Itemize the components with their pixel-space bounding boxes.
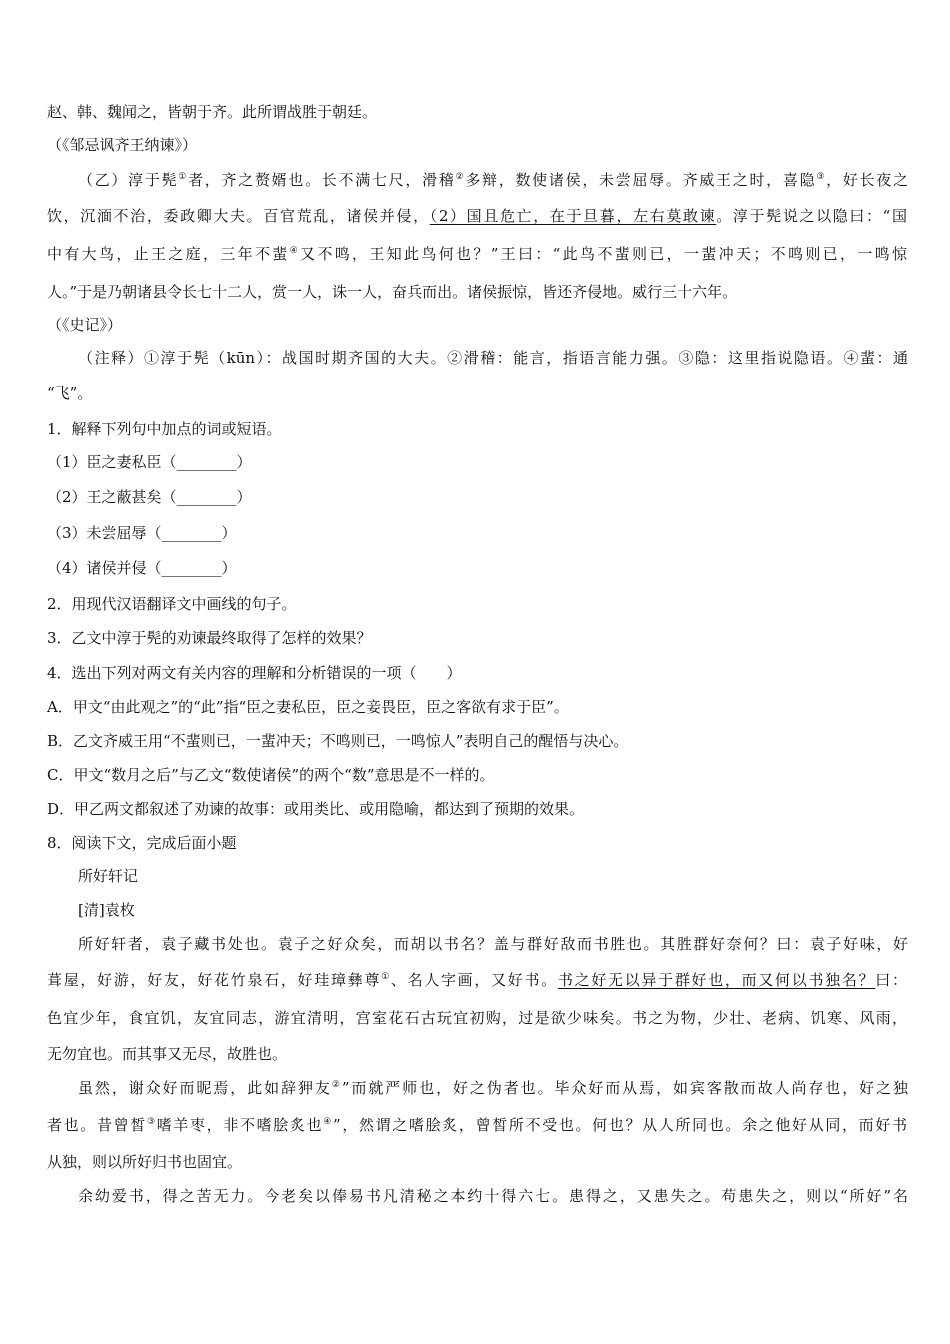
question-1-item: （3）未尝屈辱（________） (47, 524, 237, 542)
question-4-option-c: C．甲文“数月之后”与乙文“数使诸侯”的两个“数”意思是不一样的。 (47, 766, 495, 784)
passage-b-line-2: 饮，沉湎不治，委政卿大夫。百官荒乱，诸侯并侵，（2）国且危亡，在于旦暮，左右莫敢谏。淳于髡说之以隐曰：“国 (47, 207, 907, 225)
question-4-option-a: A．甲文“由此观之”的“此”指“臣之妻私臣，臣之妾畏臣，臣之客欲有求于臣”。 (47, 698, 569, 716)
question-4: 4．选出下列对两文有关内容的理解和分析错误的一项（ ） (47, 664, 462, 682)
passage-b-line-4: 人。”于是乃朝诸县令长七十二人，赏一人，诛一人，奋兵而出。诸侯振惊，皆还齐侵地。威行三十六年。 (47, 283, 738, 301)
passage-a-last-line: 赵、韩、魏闻之，皆朝于齐。此所谓战胜于朝廷。 (47, 103, 378, 121)
essay-p2-line-3: 从独，则以所好归书也固宜。 (47, 1153, 243, 1171)
essay-title: 所好轩记 (78, 867, 139, 885)
question-1-item: （1）臣之妻私臣（________） (47, 453, 252, 471)
question-4-option-b: B．乙文齐威王用“不蜚则已，一蜚冲天；不鸣则已，一鸣惊人”表明自己的醒悟与决心。 (47, 732, 629, 750)
question-3: 3．乙文中淳于髡的劝谏最终取得了怎样的效果？ (47, 629, 372, 647)
essay-p1-line-2: 葺屋，好游，好友，好花竹泉石，好珪璋彝尊①、名人字画，又好书。书之好无以异于群好也，而又何以书独名？曰： (47, 971, 907, 989)
question-2: 2．用现代汉语翻译文中画线的句子。 (47, 595, 297, 613)
underlined-sentence-2: （2）国且危亡，在于旦暮，左右莫敢谏 (429, 207, 717, 225)
passage-b-notes-cont: “飞”。 (47, 384, 93, 402)
passage-b-notes: （注释）①淳于髡（kūn）：战国时期齐国的大夫。②滑稽：能言，指语言能力强。③隐：这里指说隐语。④蜚：通 (78, 349, 908, 367)
essay-p1-line-1: 所好轩者，袁子藏书处也。袁子之好众矣，而胡以书名？盖与群好敌而书胜也。其胜群好奈何？曰：袁子好味，好 (78, 935, 908, 953)
essay-p2-line-2: 者也。昔曾皙③嗜羊枣，非不嗜脍炙也④”，然谓之嗜脍炙，曾皙所不受也。何也？从人所同也。余之他好从同，而好书 (47, 1116, 907, 1134)
essay-p1-line-4: 无勿宜也。而其事又无尽，故胜也。 (47, 1045, 288, 1063)
question-1: 1．解释下列句中加点的词或短语。 (47, 420, 282, 438)
underlined-sentence: 书之好无以异于群好也，而又何以书独名？ (557, 971, 876, 989)
question-8-heading: 8．阅读下文，完成后面小题 (47, 834, 237, 852)
question-4-option-d: D．甲乙两文都叙述了劝谏的故事：或用类比、或用隐喻，都达到了预期的效果。 (47, 800, 585, 818)
passage-b-line-3: 中有大鸟，止王之庭，三年不蜚④又不鸣，王知此鸟何也？”王曰：“此鸟不蜚则已，一蜚冲天；不鸣则已，一鸣惊 (47, 245, 907, 263)
question-1-item: （2）王之蔽甚矣（________） (47, 488, 252, 506)
essay-p1-line-3: 色宜少年，食宜饥，友宜同志，游宜清明，宫室花石古玩宜初购，过是欲少味矣。书之为物，少壮、老病、饥寒、风雨， (47, 1009, 907, 1027)
question-1-item: （4）诸侯并侵（________） (47, 559, 237, 577)
passage-b-line-1: （乙）淳于髡①者，齐之赘婿也。长不满七尺，滑稽②多辩，数使诸侯，未尝屈辱。齐威王之时，喜隐③，好长夜之 (78, 171, 908, 189)
passage-a-source: （《邹忌讽齐王纳谏》） (47, 136, 198, 154)
essay-author: [清]袁枚 (78, 901, 135, 919)
essay-p2-line-1: 虽然，谢众好而昵焉，此如辞狎友②”而就严师也，好之伪者也。毕众好而从焉，如宾客散而故人尚存也，好之独 (78, 1079, 908, 1097)
passage-b-source: （《史记》） (47, 316, 123, 334)
essay-p3-line-1: 余幼爱书，得之苦无力。今老矣以俸易书凡清秘之本约十得六七。患得之，又患失之。苟患失之，则以“所好”名 (78, 1187, 908, 1205)
